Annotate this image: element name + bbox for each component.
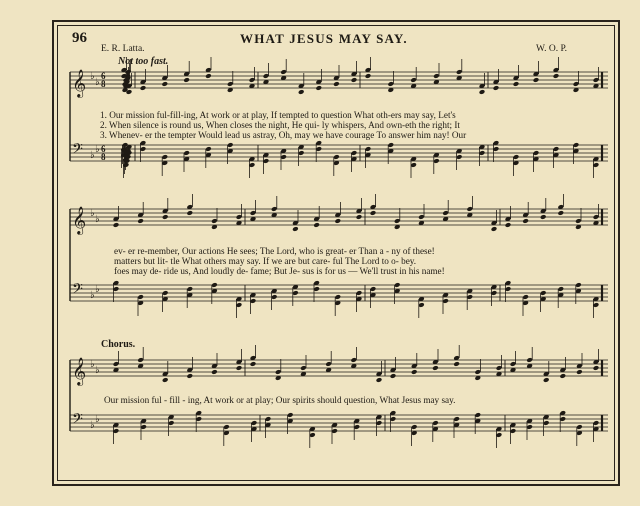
flat-icon: ♭ [95, 365, 100, 376]
flat-icon: ♭ [90, 208, 95, 219]
note-head [205, 73, 212, 79]
flat-icon: ♭ [90, 359, 95, 370]
note-head [250, 361, 257, 367]
note-head [540, 214, 547, 220]
note-head [236, 365, 243, 371]
time-signature-icon: 6 [101, 144, 106, 154]
time-signature-icon: 8 [101, 79, 106, 89]
note-head [186, 373, 193, 379]
composer-credit: E. R. Latta. [101, 44, 145, 54]
note-head [315, 85, 322, 91]
flat-icon: ♭ [95, 284, 100, 295]
time-signature-icon: 8 [101, 152, 106, 162]
note-head [576, 369, 583, 375]
note-head [313, 222, 320, 228]
note-head [543, 377, 550, 383]
note-head [559, 373, 566, 379]
lyric-s1-v1: 1. Our mission ful-fill-ing, At work or at play, If tempted to question What oth-ers may say, Let's [100, 110, 456, 120]
note-head [137, 218, 144, 224]
note-head [292, 226, 299, 232]
tempo-marking: Not too fast. [118, 56, 169, 67]
bass-clef-icon: 𝄢 [72, 411, 83, 431]
lyric-s2-v3: foes may de- ride us, And loudly de- fame; But Je- sus is for us — We'll trust in his name! [114, 266, 445, 276]
note-head [161, 81, 168, 87]
note-head [162, 214, 169, 220]
hymn-title: WHAT JESUS MAY SAY. [240, 31, 408, 46]
note-head [390, 373, 397, 379]
note-head [557, 210, 564, 216]
flat-icon: ♭ [95, 144, 100, 155]
note-head [140, 85, 147, 91]
note-head [491, 226, 498, 232]
lyric-s2-v1: ev- er re-member, Our actions He sees; The Lord, who is great- er Than a - ny of these! [114, 246, 435, 256]
treble-clef-icon: 𝄞 [72, 206, 87, 234]
time-signature-icon: 6 [101, 71, 106, 81]
bass-clef-icon: 𝄢 [72, 141, 83, 161]
lyric-s1-v2: 2. When silence is round us, When closes the night, He qui- ly whispers, And own-eth the right; It [100, 120, 460, 130]
flat-icon: ♭ [95, 77, 100, 88]
treble-clef-icon: 𝄞 [72, 69, 87, 97]
note-head [453, 361, 460, 367]
note-head [479, 89, 486, 95]
flat-icon: ♭ [90, 420, 95, 431]
note-head [365, 73, 372, 79]
lyric-s2-v2: matters but lit- tle What others may say. If we are but care- ful The Lord to o- bey. [114, 256, 417, 266]
note-head [505, 222, 512, 228]
flat-icon: ♭ [90, 71, 95, 82]
page-number: 96 [72, 30, 87, 46]
note-head [513, 81, 520, 87]
note-head [334, 218, 341, 224]
note-head [183, 77, 190, 83]
note-head [351, 77, 358, 83]
lyric-s1-v3: 3. Whenev- er the tempter Would lead us astray, Oh, may we have courage To answer him nay! Our [100, 130, 467, 140]
note-head [113, 222, 120, 228]
flat-icon: ♭ [90, 150, 95, 161]
note-head [162, 377, 169, 383]
flat-icon: ♭ [95, 414, 100, 425]
lyric-chorus: Our mission ful - fill - ing, At work or at play; Our spirits should question, What Jesus may say. [104, 395, 456, 405]
note-head [493, 85, 500, 91]
note-head [411, 369, 418, 375]
note-head [211, 369, 218, 375]
author-credit: W. O. P. [536, 44, 568, 54]
chorus-label: Chorus. [101, 339, 136, 350]
note-head [533, 77, 540, 83]
flat-icon: ♭ [90, 290, 95, 301]
note-head [298, 89, 305, 95]
note-head [370, 210, 377, 216]
note-head [356, 214, 363, 220]
bass-clef-icon: 𝄢 [72, 281, 83, 301]
flat-icon: ♭ [95, 214, 100, 225]
note-head [376, 377, 383, 383]
treble-clef-icon: 𝄞 [72, 357, 87, 385]
note-head [522, 218, 529, 224]
note-head [432, 365, 439, 371]
note-head [186, 210, 193, 216]
note-head [593, 365, 600, 371]
note-head [553, 73, 560, 79]
note-head [333, 81, 340, 87]
